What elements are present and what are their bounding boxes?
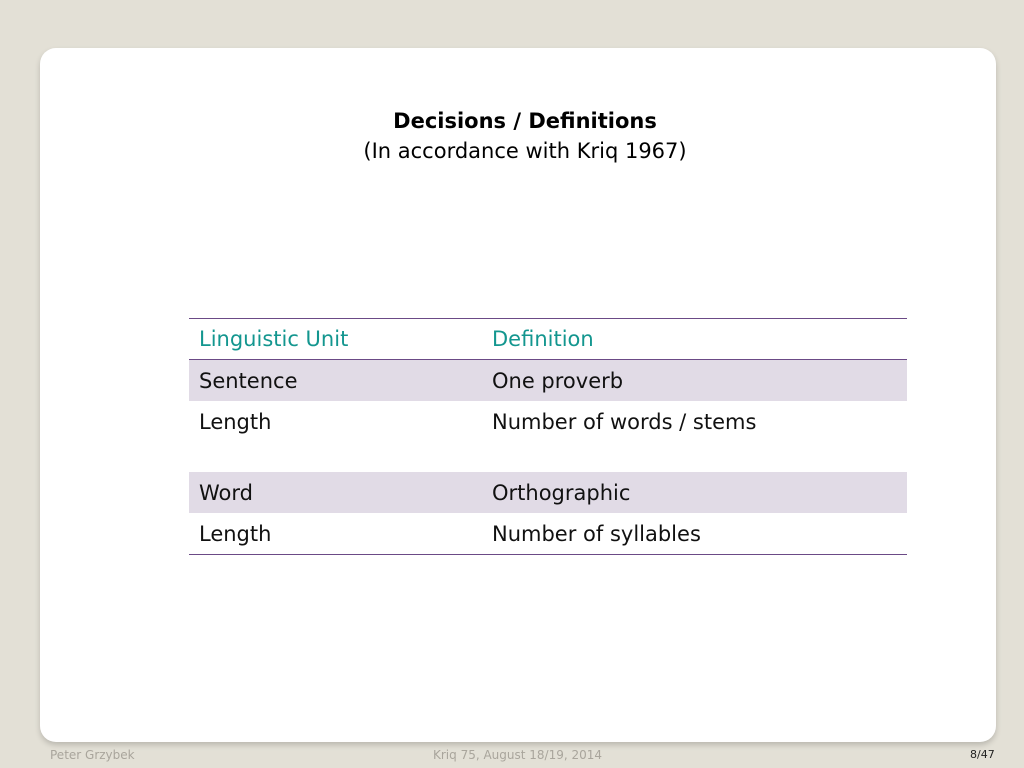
definition-cell: Number of words / stems <box>492 409 757 434</box>
definitions-table <box>189 318 907 555</box>
slide-title: Decisions / Definitions <box>393 109 657 133</box>
table-row <box>189 513 907 555</box>
definition-cell: Orthographic <box>482 472 907 513</box>
footer-author: Peter Grzybek <box>50 748 135 762</box>
definition-cell: Number of syllables <box>482 513 907 555</box>
table-row <box>189 401 907 442</box>
slide-card <box>40 48 996 742</box>
header-linguistic-unit: Linguistic Unit <box>189 319 482 360</box>
unit-cell: Word <box>189 472 482 513</box>
table-row <box>189 472 907 513</box>
table-spacer-row <box>189 442 907 472</box>
table-header-row <box>189 319 907 360</box>
header-definition: Definition <box>482 319 907 360</box>
footer-page-number: 8/47 <box>970 748 995 761</box>
slide-subtitle: (In accordance with Kriq 1967) <box>363 139 687 163</box>
slide-title-block <box>40 106 1010 166</box>
unit-cell: Length <box>199 409 272 434</box>
table-row <box>189 360 907 402</box>
footer-event: Kriq 75, August 18/19, 2014 <box>433 748 603 762</box>
unit-cell: Length <box>189 513 482 555</box>
unit-cell: Sentence <box>189 360 482 402</box>
definition-cell: One proverb <box>482 360 907 402</box>
